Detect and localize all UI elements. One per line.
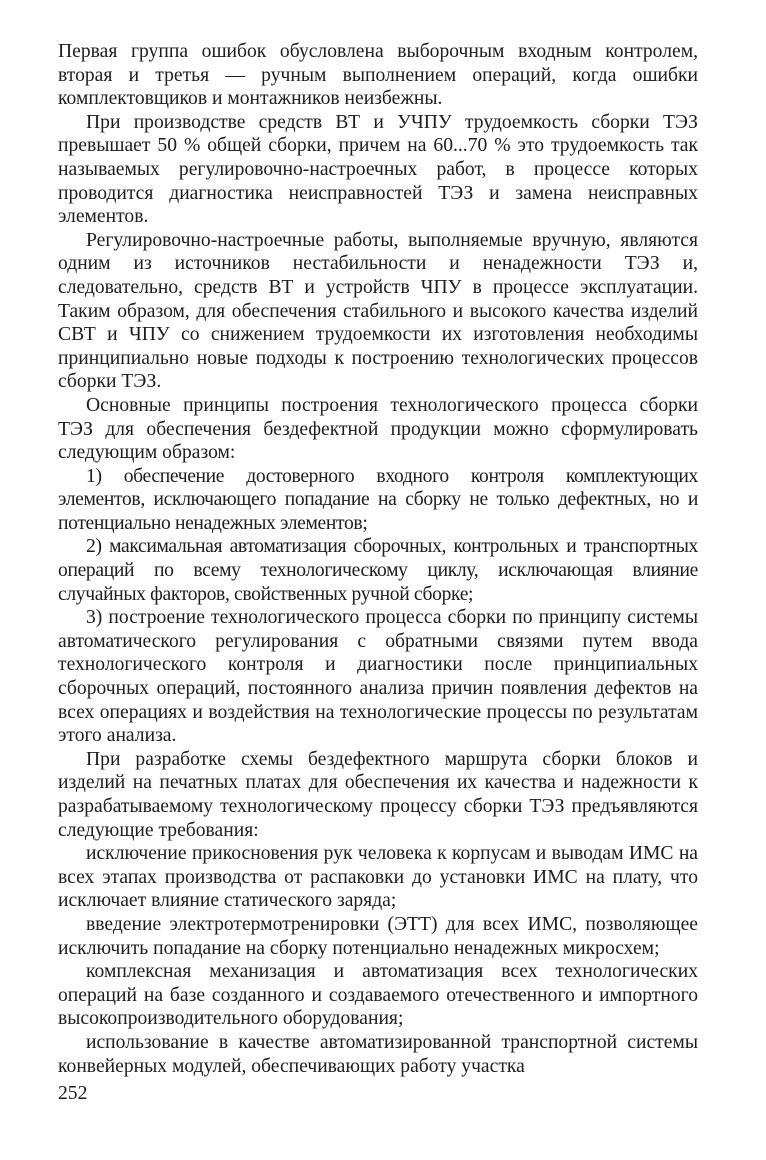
list-item-2: 2) максимальная автоматизация сборочных, контрольных и транспортных операций по всему технологическому циклу, исключающая влияние случайных факторов, свойственных ручной сборке; — [58, 536, 698, 605]
requirement-3: комплексная механизация и автоматизация всех технологических операций на базе созданного и создаваемого отечественного и импортного высокопроизводительного оборудования; — [58, 961, 698, 1030]
requirement-1: исключение прикосновения рук человека к корпусам и выводам ИМС на всех этапах производства от распаковки до установки ИМС на плату, что исключает влияние статического заряда; — [58, 843, 698, 912]
paragraph-3: Регулировочно-настроечные работы, выполняемые вручную, являются одним из источников нестабильности и ненадежности ТЭЗ и, следовательно, средств ВТ и устройств ЧПУ в процессе эксплуатации. Таким образом, для обеспечения стабильного и высокого качества изделий СВТ и ЧПУ со снижением трудоемкости их изготовления необходимы принципиально новые подходы к построению технологических процессов сборки ТЭЗ. — [58, 229, 698, 393]
requirement-2: введение электротермотренировки (ЭТТ) для всех ИМС, позволяющее исключить попадание на сборку потенциально ненадежных микросхем; — [58, 913, 698, 959]
page-body — [58, 40, 698, 1078]
page-number: 252 — [58, 1083, 88, 1104]
paragraph-4: Основные принципы построения технологического процесса сборки ТЭЗ для обеспечения бездефектной продукции можно сформулировать следующим образом: — [58, 394, 698, 464]
paragraph-2: При производстве средств ВТ и УЧПУ трудоемкость сборки ТЭЗ превышает 50 % общей сборки, причем на 60...70 % это трудоемкость так называемых регулировочно-настроечных работ, в процессе которых проводится диагностика неисправностей ТЭЗ и замена неисправных элементов. — [58, 111, 698, 228]
list-item-1: 1) обеспечение достоверного входного контроля комплектующих элементов, исключающего попадание на сборку не только дефектных, но и потенциально ненадежных элементов; — [58, 465, 698, 534]
requirement-4: использование в качестве автоматизированной транспортной системы конвейерных модулей, обеспечивающих работу участка — [58, 1031, 698, 1077]
paragraph-5: При разработке схемы бездефектного маршрута сборки блоков и изделий на печатных платах для обеспечения их качества и надежности к разрабатываемому технологическому процессу сборки ТЭЗ предъявляются следующие требования: — [58, 748, 698, 841]
list-item-3: 3) построение технологического процесса сборки по принципу системы автоматического регулирования с обратными связями путем ввода технологического контроля и диагностики после принципиальных сборочных операций, постоянного анализа причин появления дефектов на всех операциях и воздействия на технологические процессы по результатам этого анализа. — [58, 607, 698, 747]
paragraph-1: Первая группа ошибок обусловлена выборочным входным контролем, вторая и третья — ручным выполнением операций, когда ошибки комплектовщиков и монтажников неизбежны. — [58, 41, 698, 110]
